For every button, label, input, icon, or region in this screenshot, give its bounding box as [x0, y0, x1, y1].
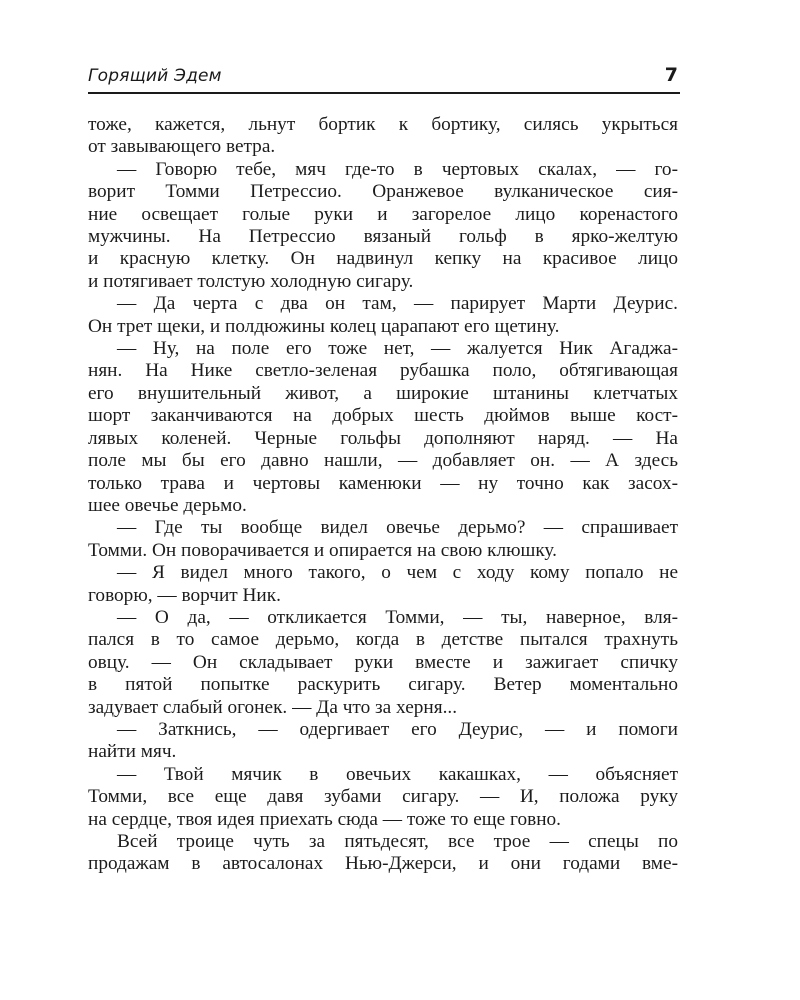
- text-line: шорт заканчиваются на добрых шесть дюймов выше кост-: [88, 405, 678, 427]
- text-line: от завывающего ветра.: [88, 136, 276, 158]
- text-line: найти мяч.: [88, 741, 177, 763]
- paragraph: [88, 293, 678, 338]
- text-line: овцу. — Он складывает руки вместе и зажигает спичку: [88, 651, 678, 673]
- text-line: Он трет щеки, и полдюжины колец царапают его щетину.: [88, 315, 560, 337]
- text-line: Всей троице чуть за пятьдесят, все трое — спецы по: [117, 831, 678, 852]
- text-line: и красную клетку. Он надвинул кепку на красивое лицо: [88, 248, 678, 270]
- paragraph: [88, 831, 678, 876]
- text-line: лявых коленей. Черные гольфы дополняют наряд. — На: [88, 427, 678, 449]
- text-line: ворит Томми Петрессио. Оранжевое вулканическое сия-: [88, 181, 678, 203]
- text-line: — Да черта с два он там, — парирует Марти Деурис.: [117, 293, 678, 315]
- text-line: тоже, кажется, льнут бортик к бортику, силясь укрыться: [88, 114, 678, 135]
- text-line: в пятой попытке раскурить сигару. Ветер моментально: [88, 674, 678, 696]
- paragraph: [88, 607, 678, 719]
- body-text: [88, 114, 678, 876]
- paragraph: [88, 517, 678, 562]
- text-line: говорю, — ворчит Ник.: [88, 584, 281, 606]
- text-line: пался в то самое дерьмо, когда в детстве пытался трахнуть: [88, 629, 678, 651]
- text-line: Томми. Он поворачивается и опирается на свою клюшку.: [88, 539, 557, 561]
- text-line: — Твой мячик в овечьих какашках, — объясняет: [117, 763, 678, 785]
- text-line: задувает слабый огонек. — Да что за херня...: [88, 696, 458, 718]
- text-line: — Ну, на поле его тоже нет, — жалуется Ник Агаджа-: [117, 338, 678, 360]
- paragraph: [88, 719, 678, 764]
- text-line: на сердце, твоя идея приехать сюда — тоже то еще говно.: [88, 808, 561, 830]
- text-line: ние освещает голые руки и загорелое лицо коренастого: [88, 203, 678, 225]
- running-head: [88, 62, 680, 94]
- text-line: — Где ты вообще видел овечье дерьмо? — спрашивает: [117, 517, 678, 539]
- text-line: мужчины. На Петрессио вязаный гольф в ярко-желтую: [88, 226, 678, 248]
- text-line: — Заткнись, — одергивает его Деурис, — и помоги: [117, 718, 678, 740]
- text-line: — Я видел много такого, о чем с ходу кому попало не: [117, 562, 678, 584]
- text-line: нян. На Нике светло-зеленая рубашка поло, обтягивающая: [88, 360, 678, 382]
- text-line: только трава и чертовы каменюки — ну точно как засох-: [88, 472, 678, 494]
- paragraph: [88, 114, 678, 159]
- page-number: 7: [664, 64, 678, 86]
- text-line: Томми, все еще давя зубами сигару. — И, положа руку: [88, 786, 678, 808]
- paragraph: [88, 338, 678, 517]
- text-line: продажам в автосалонах Нью-Джерси, и они годами вме-: [88, 853, 678, 875]
- paragraph: [88, 562, 678, 607]
- text-line: его внушительный живот, а широкие штанины клетчатых: [88, 382, 678, 404]
- text-line: — Говорю тебе, мяч где-то в чертовых скалах, — го-: [117, 158, 678, 180]
- text-line: — О да, — откликается Томми, — ты, наверное, вля-: [117, 606, 678, 628]
- text-line: поле мы бы его давно нашли, — добавляет он. — А здесь: [88, 450, 678, 472]
- text-line: и потягивает толстую холодную сигару.: [88, 270, 414, 292]
- book-title: Горящий Эдем: [88, 66, 222, 86]
- paragraph: [88, 159, 678, 293]
- text-line: шее овечье дерьмо.: [88, 494, 247, 516]
- paragraph: [88, 764, 678, 831]
